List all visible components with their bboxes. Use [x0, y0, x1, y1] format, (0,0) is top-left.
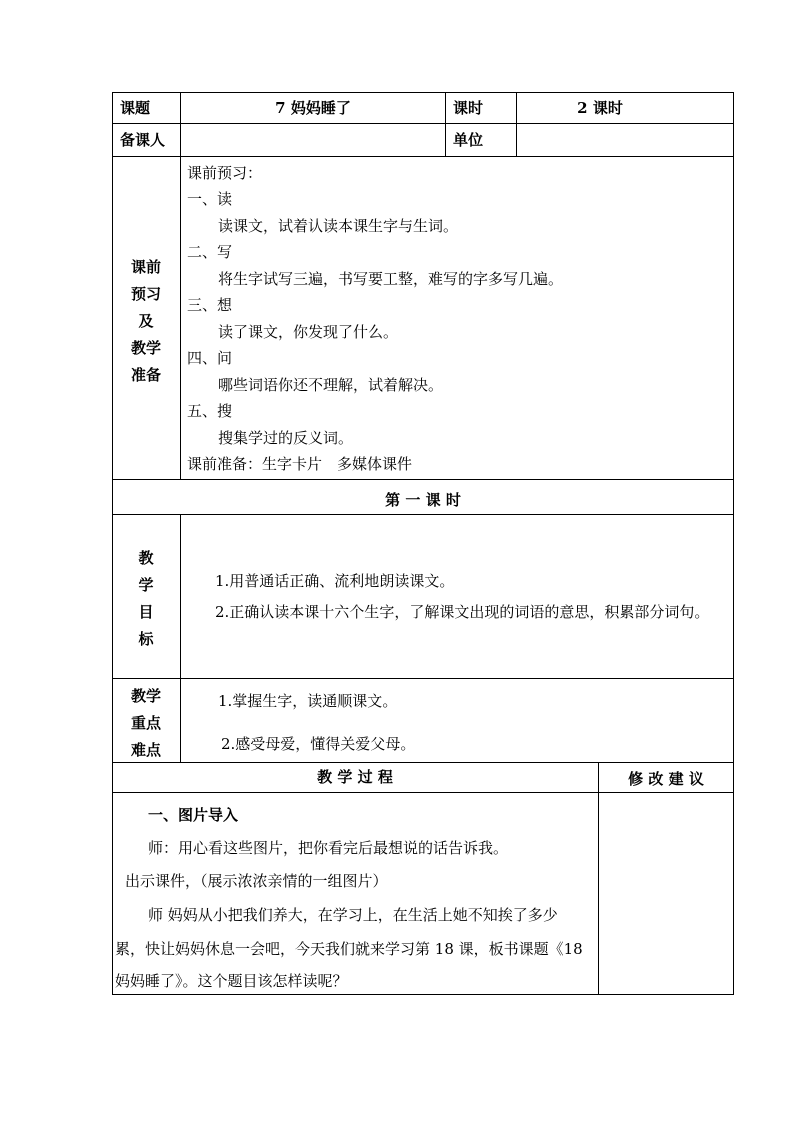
preview-side-label — [112, 254, 180, 389]
preview-item-heading: 四、问 — [187, 349, 233, 367]
preview-item-heading: 一、读 — [187, 190, 233, 208]
preview-item-detail: 哪些词语你还不理解，试着解决。 — [218, 376, 444, 394]
process-paragraph: 师 妈妈从小把我们养大，在学习上，在生活上她不知挨了多少 — [148, 906, 558, 924]
process-section-heading: 一、图片导入 — [148, 806, 239, 824]
preview-item-heading: 二、写 — [187, 243, 233, 261]
lesson-plan-table — [112, 92, 734, 995]
column-divider — [180, 92, 181, 480]
process-paragraph: 出示课件，（展示浓浓亲情的一组图片） — [125, 872, 388, 890]
goals-side-label — [112, 545, 180, 653]
side-label-line: 难点 — [130, 741, 161, 759]
preview-item-detail: 将生字试写三遍，书写要工整，难写的字多写几遍。 — [218, 270, 564, 288]
column-divider — [598, 762, 599, 995]
goal-item: 2.正确认读本课十六个生字，了解课文出现的词语的意思，积累部分词句。 — [215, 603, 710, 621]
row-divider — [112, 123, 734, 124]
side-label-line: 教学 — [130, 687, 161, 705]
table-border-top — [112, 92, 734, 93]
column-divider — [445, 92, 446, 157]
preview-item-heading: 三、想 — [187, 296, 233, 314]
goal-item: 1.用普通话正确、流利地朗读课文。 — [215, 572, 455, 590]
key-point-item: 1.掌握生字，读通顺课文。 — [218, 692, 398, 710]
row-divider — [112, 156, 734, 157]
side-label-line: 标 — [138, 630, 154, 648]
revise-title: 修 改 建 议 — [628, 770, 704, 788]
side-label-line: 学 — [138, 576, 154, 594]
topic-label: 课题 — [120, 99, 151, 117]
row-divider — [112, 762, 734, 763]
side-label-line: 目 — [138, 603, 154, 621]
hours-value: 2 课时 — [577, 99, 623, 117]
side-label-line: 教学 — [130, 339, 161, 357]
lesson-title: 第 一 课 时 — [385, 491, 461, 509]
preparer-label: 备课人 — [120, 131, 166, 149]
topic-value: 7 妈妈睡了 — [275, 99, 351, 117]
process-paragraph: 妈妈睡了》。这个题目该怎样读呢？ — [115, 972, 348, 990]
side-label-line: 准备 — [130, 366, 161, 384]
table-border-left — [112, 92, 113, 995]
table-border-right — [733, 92, 734, 995]
row-divider — [112, 678, 734, 679]
key-point-item: 2.感受母爱，懂得关爱父母。 — [221, 735, 416, 753]
row-divider — [112, 514, 734, 515]
process-paragraph: 累，快让妈妈休息一会吧，今天我们就来学习第 18 课，板书课题《18 — [115, 940, 583, 958]
hours-label: 课时 — [453, 99, 484, 117]
preview-preparation: 课前准备：生字卡片 多媒体课件 — [187, 455, 413, 473]
row-divider — [112, 479, 734, 480]
row-divider — [112, 792, 734, 793]
preview-item-heading: 五、搜 — [187, 402, 233, 420]
key-points-side-label — [112, 683, 180, 764]
process-paragraph: 师：用心看这些图片，把你看完后最想说的话告诉我。 — [148, 839, 509, 857]
side-label-line: 预习 — [130, 285, 161, 303]
column-divider — [180, 514, 181, 763]
side-label-line: 教 — [138, 549, 154, 567]
preview-title: 课前预习： — [187, 164, 263, 182]
preview-item-detail: 读课文，试着认读本课生字与生词。 — [218, 217, 459, 235]
unit-label: 单位 — [453, 131, 484, 149]
preview-item-detail: 读了课文，你发现了什么。 — [218, 323, 399, 341]
process-title: 教 学 过 程 — [317, 768, 393, 786]
preview-item-detail: 搜集学过的反义词。 — [218, 429, 354, 447]
side-label-line: 课前 — [130, 258, 161, 276]
table-border-bottom — [112, 994, 734, 995]
side-label-line: 及 — [138, 312, 154, 330]
side-label-line: 重点 — [130, 714, 161, 732]
